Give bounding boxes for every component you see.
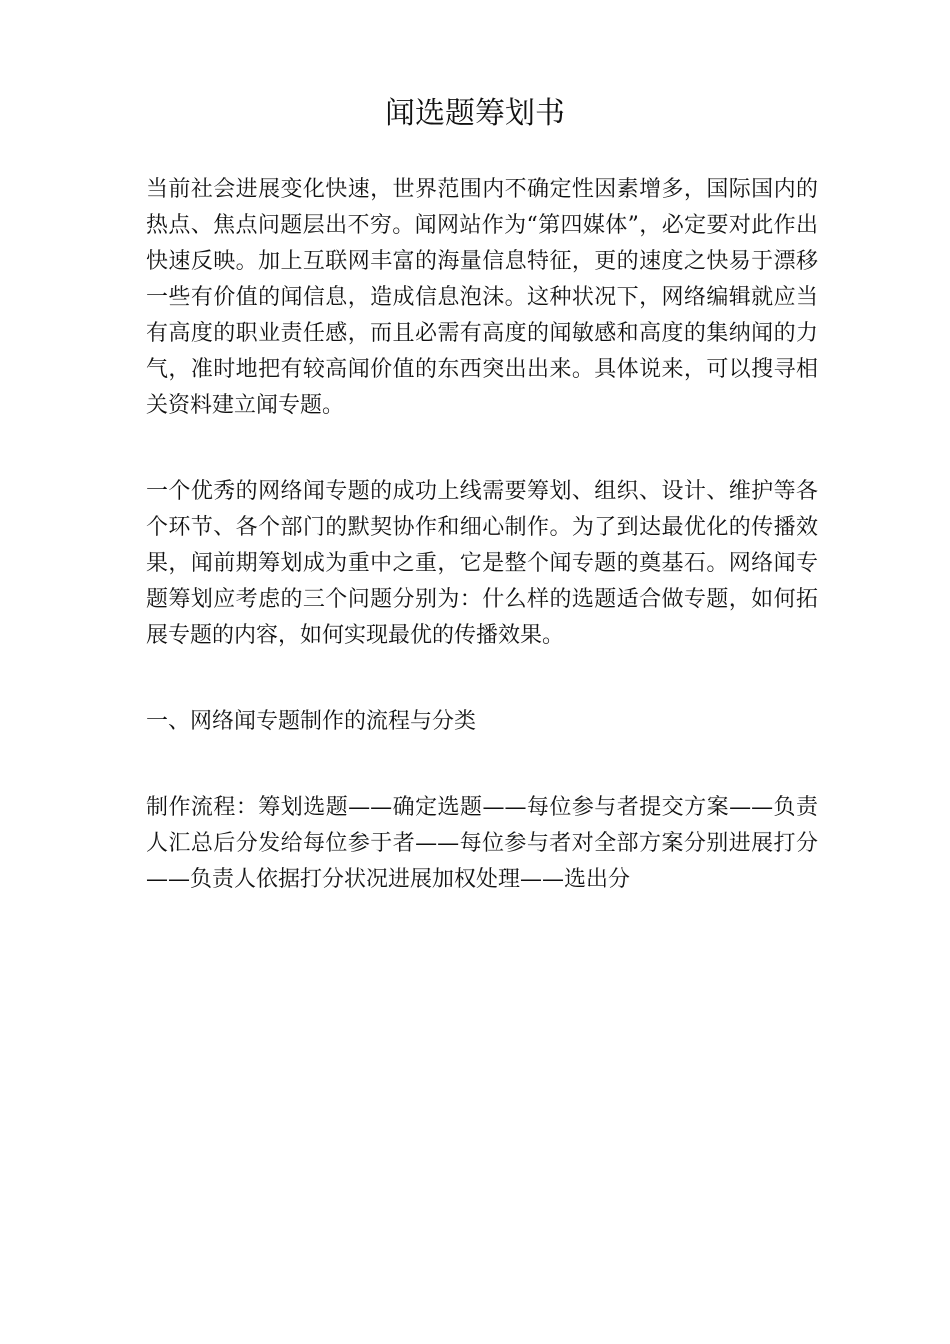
paragraph-workflow: 制作流程：筹划选题——确定选题——每位参与者提交方案——负责人汇总后分发给每位参于者——每位参与者对全部方案分别进展打分——负责人依据打分状况进展加权处理——选出分 (146, 795, 818, 892)
paragraph-planning: 一个优秀的网络闻专题的成功上线需要筹划、组织、设计、维护等各个环节、各个部门的默契协作和细心制作。为了到达最优化的传播效果，闻前期筹划成为重中之重，它是整个闻专题的奠基石。网络闻专题筹划应考虑的三个问题分别为：什么样的选题适合做专题，如何拓展专题的内容，如何实现最优的传播效果。 (146, 479, 818, 648)
paragraph-intro: 当前社会进展变化快速，世界范围内不确定性因素增多，国际国内的热点、焦点问题层出不穷。闻网站作为“第四媒体”，必定要对此作出快速反映。加上互联网丰富的海量信息特征，更的速度之快易于漂移一些有价值的闻信息，造成信息泡沫。这种状况下，网络编辑就应当有高度的职业责任感，而且必需有高度的闻敏感和高度的集纳闻的力气，准时地把有较高闻价值的东西突出出来。具体说来，可以搜寻相关资料建立闻专题。 (146, 177, 818, 418)
section-heading: 一、网络闻专题制作的流程与分类 (146, 709, 477, 734)
document-body (146, 172, 818, 898)
document-title: 闻选题筹划书 (385, 96, 565, 131)
